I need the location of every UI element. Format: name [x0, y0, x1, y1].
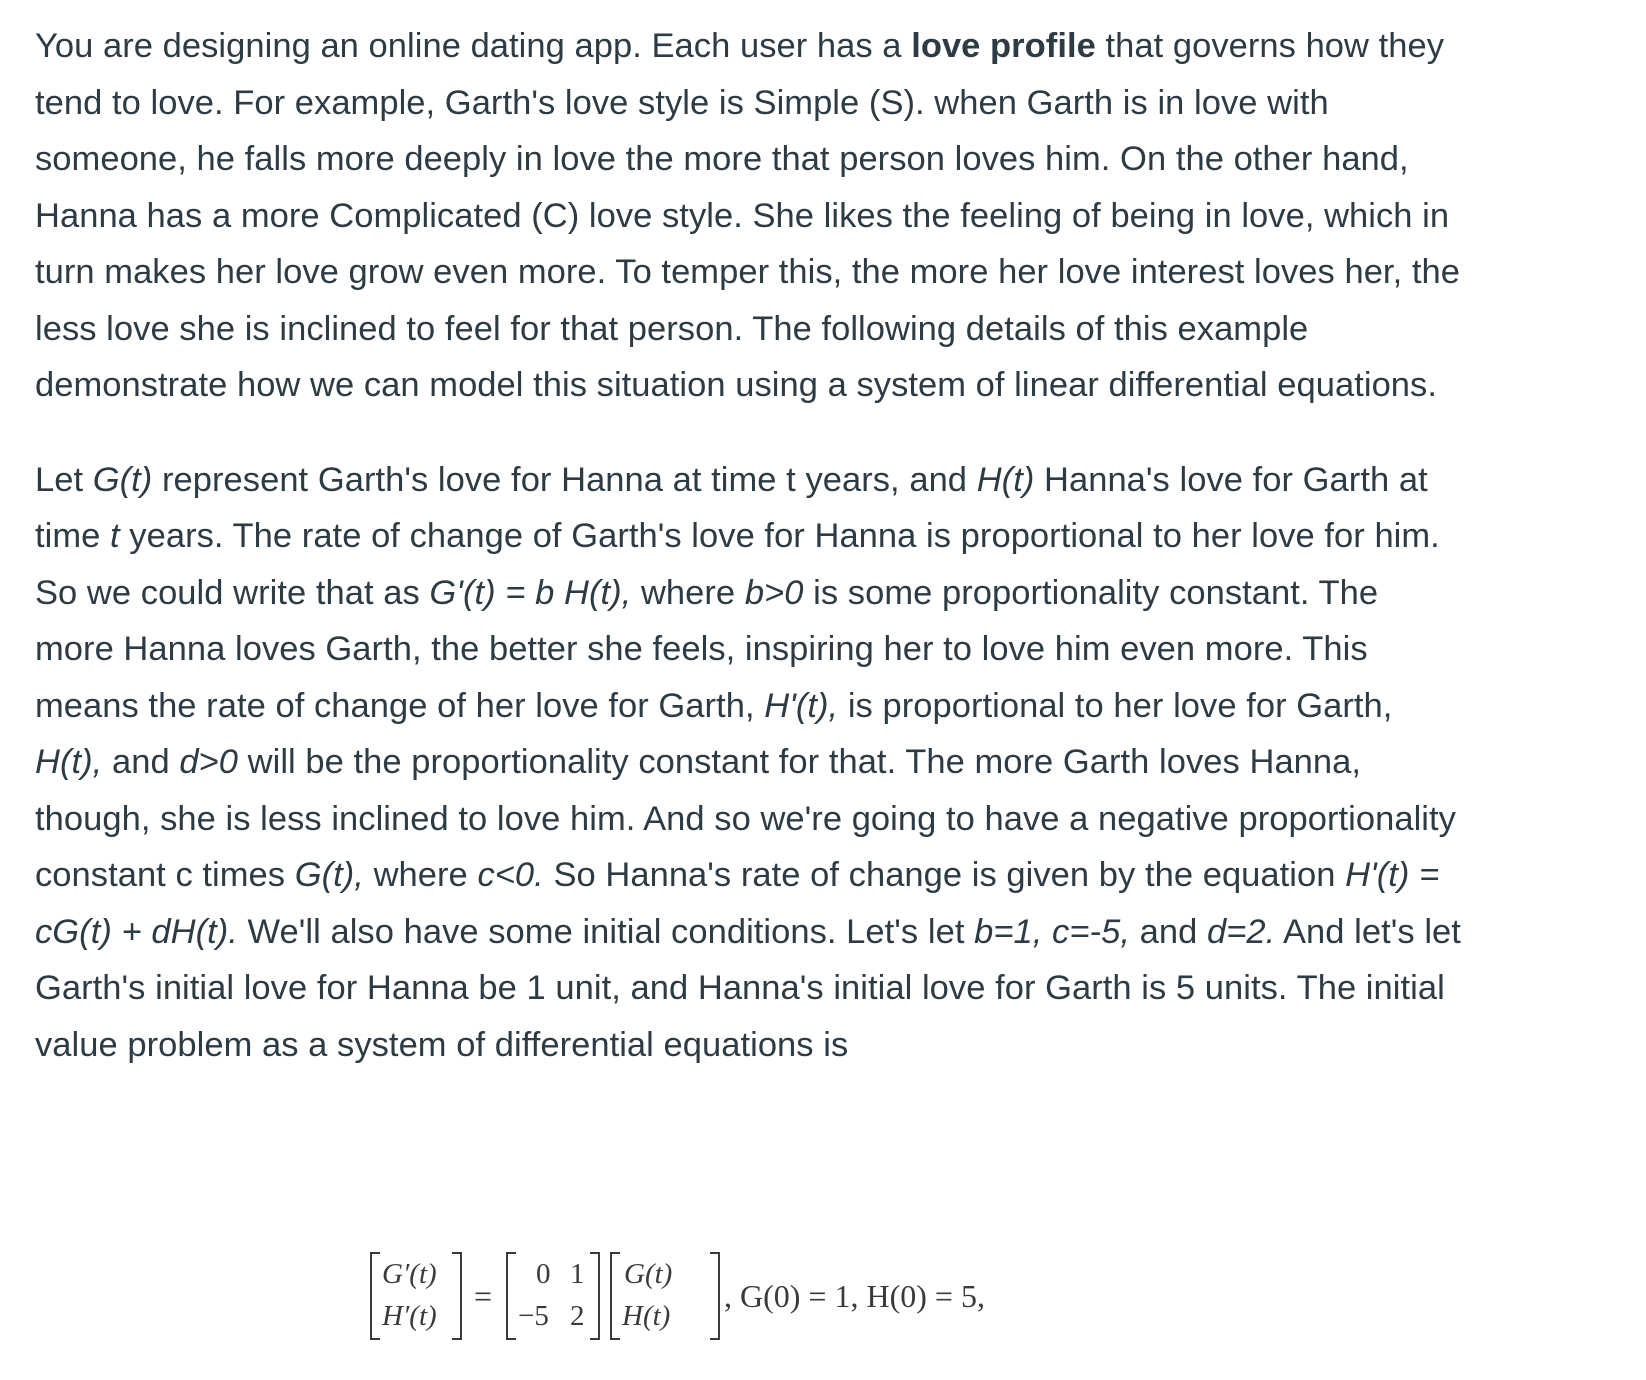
coefficient-matrix — [506, 1248, 600, 1344]
right-bracket — [452, 1252, 462, 1340]
rhs-bottom-cell: H(t) — [622, 1300, 671, 1332]
model-text: where — [631, 573, 745, 612]
lhs-bottom-cell: H′(t) — [382, 1300, 437, 1332]
model-text: will be the proportionality constant for that. The more Garth loves Hanna, though, she is less inclined to love him. And so we're going to have a negative proportionality constant c times — [35, 743, 1456, 894]
model-paragraph — [35, 452, 1465, 1074]
model-text: where — [363, 856, 478, 894]
rhs-vector — [610, 1248, 720, 1344]
lhs-vector — [370, 1248, 462, 1344]
right-bracket — [710, 1252, 720, 1340]
lhs-top-cell: G′(t) — [382, 1258, 437, 1290]
math-inline: G(t) — [92, 460, 153, 499]
model-text: And let's let Garth's initial love for Hanna be 1 unit, and Hanna's initial love for Garth is 5 units. The initial value problem as a system of differential equations is — [35, 912, 1461, 1064]
math-inline: d>0 — [179, 743, 238, 781]
right-bracket — [590, 1252, 600, 1340]
problem-text — [35, 18, 1465, 1073]
model-text: We'll also have some initial conditions. Let's let — [237, 912, 975, 951]
model-text: So Hanna's rate of change is given by the equation — [543, 856, 1346, 894]
math-inline: b>0 — [744, 573, 804, 612]
model-text: and — [1129, 912, 1207, 951]
intro-paragraph — [35, 18, 1465, 414]
matrix-entry: 0 — [536, 1258, 551, 1290]
model-text: Hanna's love for Garth at time — [35, 460, 1428, 555]
left-bracket — [610, 1252, 620, 1340]
model-text: Let — [35, 460, 93, 499]
intro-text-1: You are designing an online dating app. Each user has a — [35, 27, 912, 65]
math-inline: c<0. — [477, 856, 544, 894]
left-bracket — [506, 1252, 516, 1340]
initial-conditions: , G(0) = 1, H(0) = 5, — [724, 1278, 985, 1314]
left-bracket — [370, 1252, 380, 1340]
math-inline: H'(t), — [764, 686, 839, 725]
model-text — [1042, 913, 1052, 951]
model-text: is some proportionality constant. The more Hanna loves Garth, the better she feels, inspiring her to love him even more. This means the rate of change of her love for Garth, — [35, 573, 1379, 725]
matrix-entry: 1 — [570, 1258, 585, 1290]
math-inline: b=1, — [974, 912, 1043, 951]
math-inline: c=-5, — [1052, 912, 1130, 951]
math-inline: t — [110, 517, 120, 555]
intro-text-2: that governs how they tend to love. For example, Garth's love style is Simple (S). when Garth is in love with someone, he falls more deeply in love the more that person loves him. On the other hand, Hanna has a more Complicated (C) love style. She likes the feeling of being in love, which in turn makes her love grow even more. To temper this, the more her love interest loves her, the less love she is inclined to feel for that person. The following details of this example demonstrate how we can model this situation using a system of linear differential equations. — [35, 27, 1460, 404]
model-text: years. The rate of change of Garth's love for Hanna is proportional to her love for him. So we could write that as — [35, 517, 1440, 612]
matrix-entry: −5 — [518, 1300, 549, 1332]
model-text: represent Garth's love for Hanna at time t years, and — [152, 460, 977, 499]
equals-sign: = — [474, 1278, 493, 1314]
math-inline: G'(t) = b H(t), — [429, 573, 632, 612]
math-inline: H(t), — [35, 743, 103, 781]
math-inline: H(t) — [976, 460, 1035, 499]
love-profile-term: love profile — [911, 27, 1096, 65]
math-inline: d=2. — [1206, 912, 1276, 951]
system-equation — [370, 1248, 1130, 1348]
math-inline: H'(t) = cG(t) + dH(t). — [35, 856, 1440, 951]
math-inline: G(t), — [294, 856, 364, 894]
rhs-top-cell: G(t) — [624, 1258, 673, 1290]
model-text: and — [102, 743, 180, 781]
matrix-entry: 2 — [570, 1300, 585, 1332]
model-text: is proportional to her love for Garth, — [838, 686, 1393, 725]
